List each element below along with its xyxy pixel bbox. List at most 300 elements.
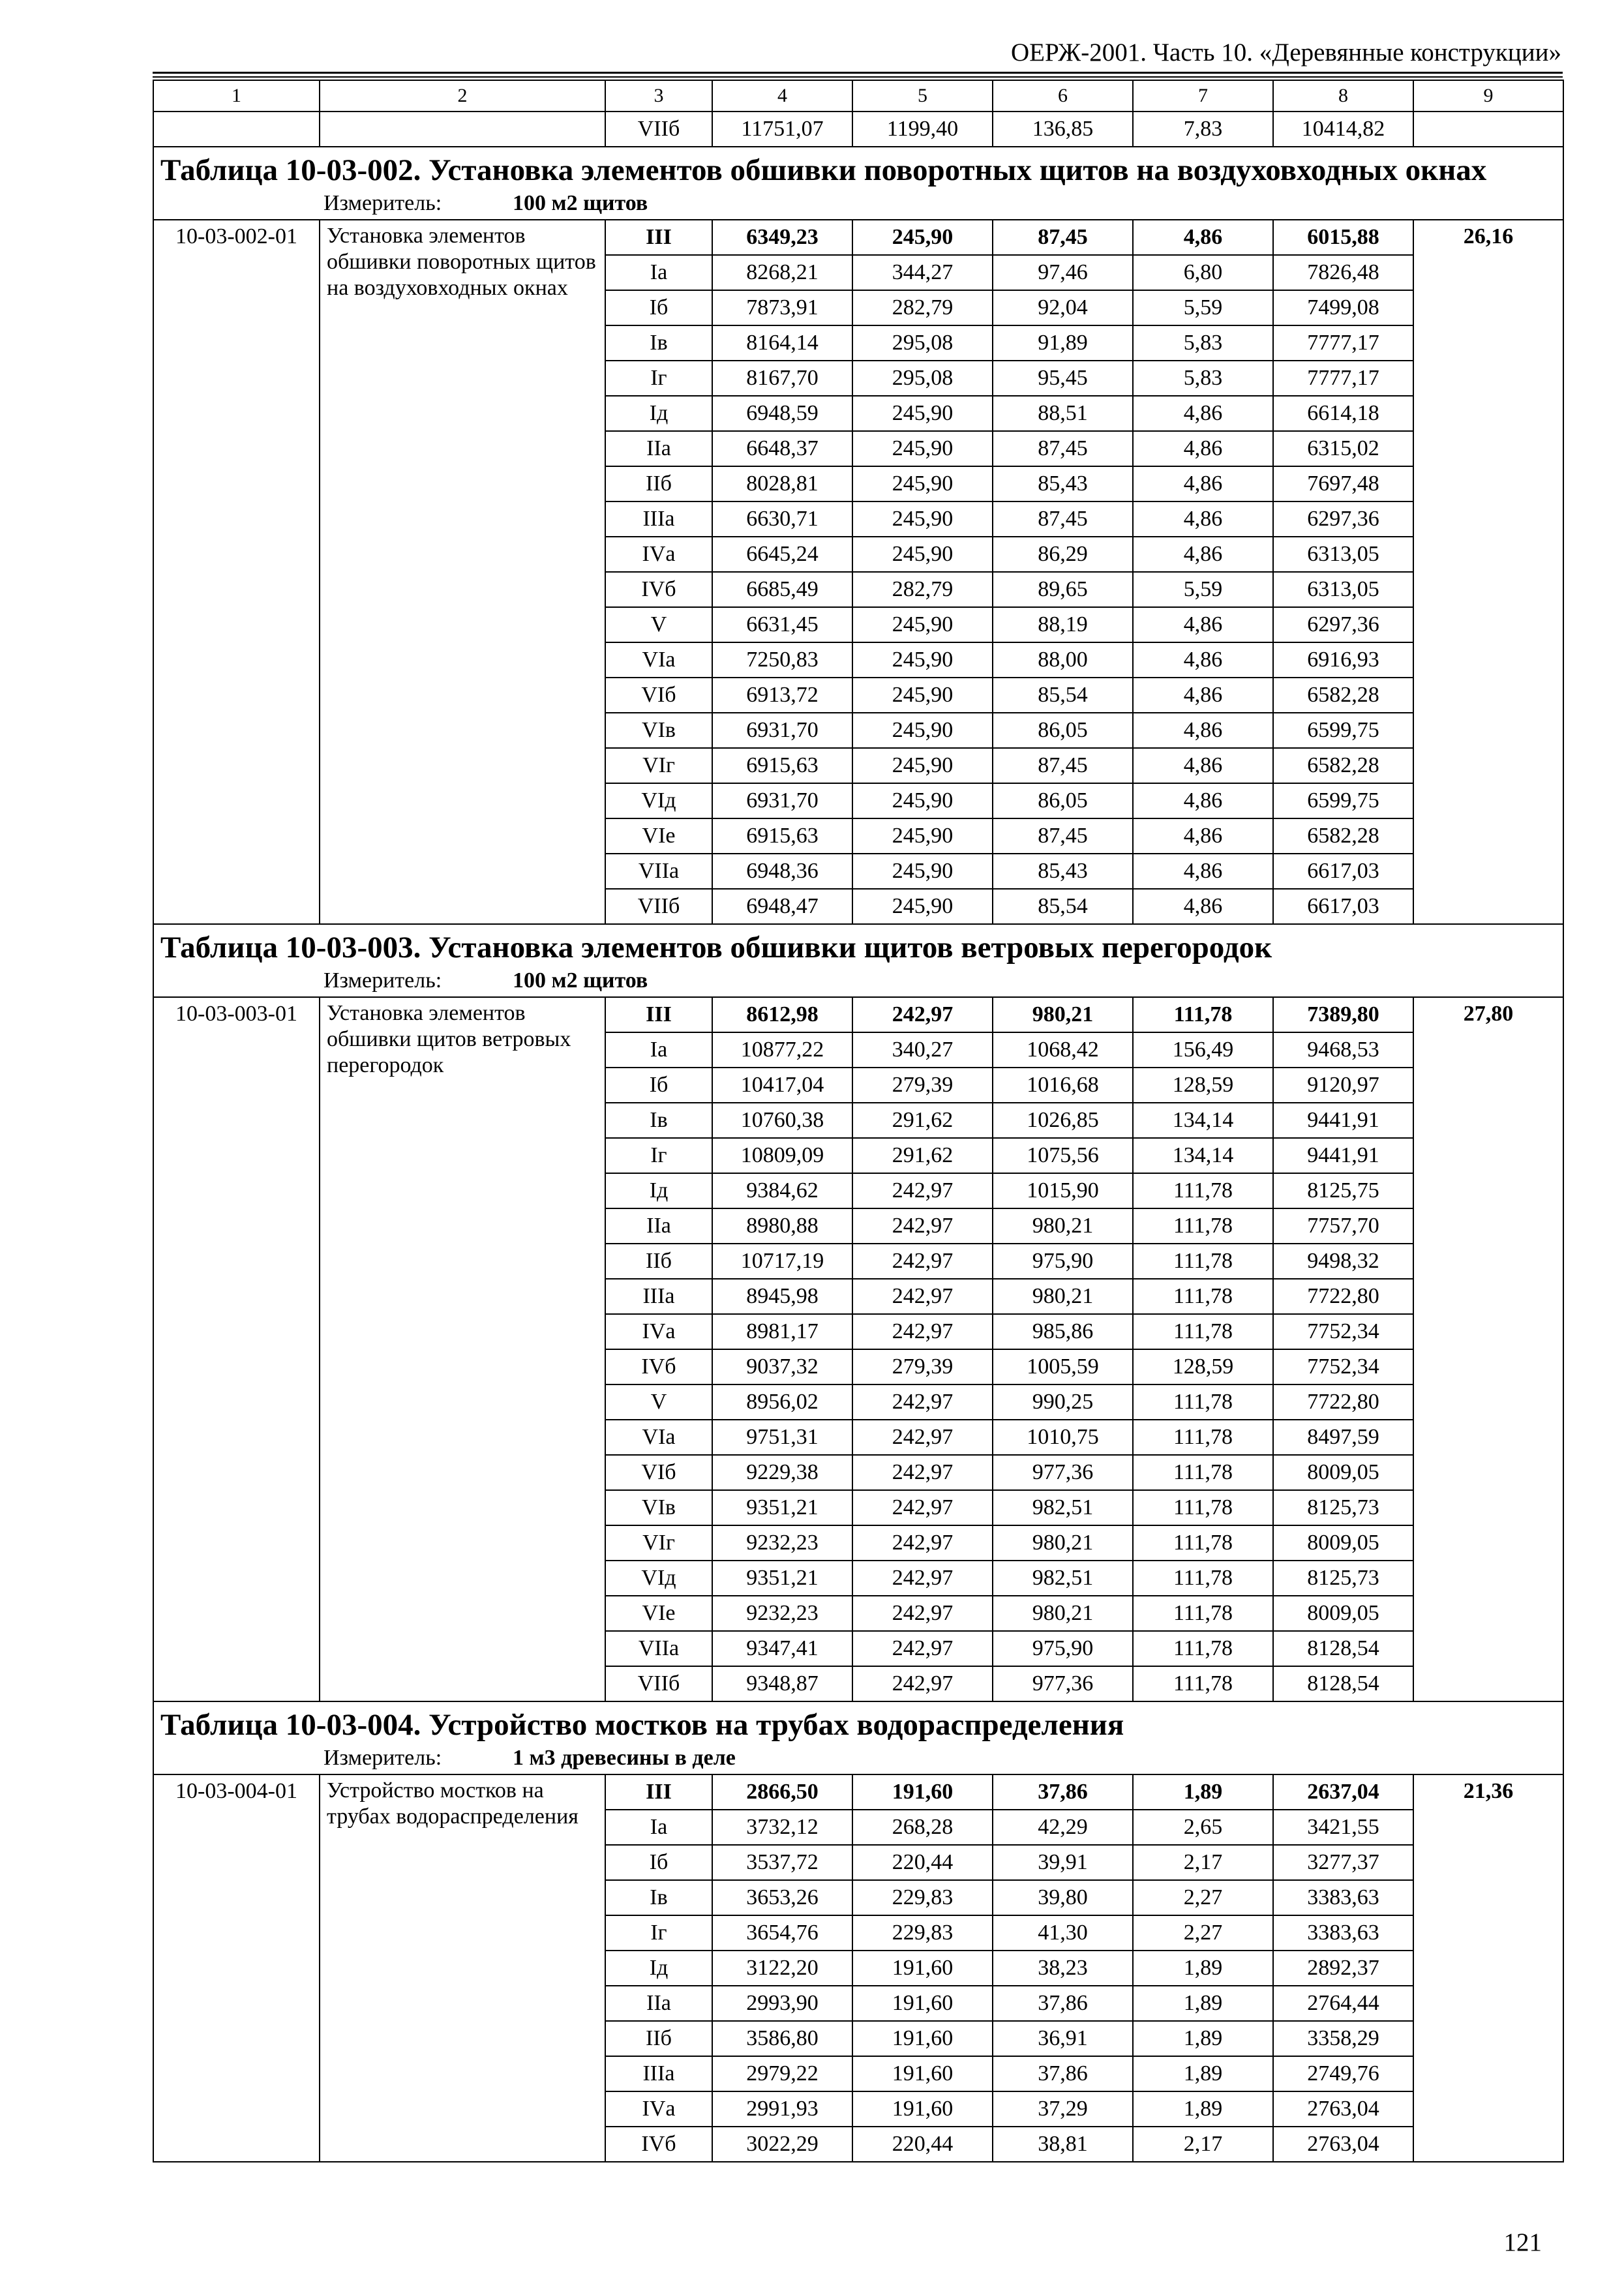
zone-cell: Iб [605, 1068, 712, 1103]
value-cell: 8125,73 [1273, 1490, 1413, 1525]
value-cell: 242,97 [852, 997, 993, 1032]
value-cell: 134,14 [1133, 1103, 1273, 1138]
value-cell: 86,05 [993, 713, 1133, 748]
empty-cell [320, 112, 605, 147]
value-cell: 6582,28 [1273, 818, 1413, 854]
value-cell: 10877,22 [712, 1032, 852, 1068]
value-cell: 6,80 [1133, 255, 1273, 290]
value-cell: 156,49 [1133, 1032, 1273, 1068]
value-cell: 242,97 [852, 1631, 993, 1666]
value-cell: 2749,76 [1273, 2056, 1413, 2091]
labor-cell: 27,80 [1413, 997, 1563, 1701]
page-number: 121 [1503, 2228, 1542, 2256]
header-rule-thin [153, 76, 1563, 78]
value-cell: 245,90 [852, 396, 993, 431]
value-cell: 295,08 [852, 361, 993, 396]
value-cell: 6617,03 [1273, 889, 1413, 924]
zone-cell: VIIа [605, 854, 712, 889]
zone-cell: VIг [605, 1525, 712, 1561]
zone-cell: Iа [605, 1810, 712, 1845]
empty-cell [1413, 112, 1563, 147]
value-cell: 111,78 [1133, 1384, 1273, 1420]
value-cell: 6313,05 [1273, 537, 1413, 572]
table-title-cell [153, 1701, 1563, 1774]
zone-cell: IIIа [605, 1279, 712, 1314]
value-cell: 10417,04 [712, 1068, 852, 1103]
value-cell: 5,59 [1133, 290, 1273, 325]
value-cell: 41,30 [993, 1915, 1133, 1951]
column-number: 7 [1133, 80, 1273, 112]
value-cell: 982,51 [993, 1490, 1133, 1525]
zone-cell: IIIа [605, 2056, 712, 2091]
value-cell: 88,51 [993, 396, 1133, 431]
zone-cell: IVа [605, 2091, 712, 2127]
value-cell: 245,90 [852, 501, 993, 537]
value-cell: 980,21 [993, 1525, 1133, 1561]
value-cell: 7752,34 [1273, 1349, 1413, 1384]
value-cell: 4,86 [1133, 642, 1273, 678]
zone-cell: VIIб [605, 889, 712, 924]
column-number: 4 [712, 80, 852, 112]
value-cell: 3383,63 [1273, 1880, 1413, 1915]
value-cell: 245,90 [852, 678, 993, 713]
table-unit [160, 189, 1556, 219]
value-cell: 1068,42 [993, 1032, 1133, 1068]
value-cell: 8268,21 [712, 255, 852, 290]
value-cell: 7722,80 [1273, 1279, 1413, 1314]
value-cell: 4,86 [1133, 713, 1273, 748]
value-cell: 8980,88 [712, 1208, 852, 1244]
value-cell: 4,86 [1133, 501, 1273, 537]
value-cell: 245,90 [852, 607, 993, 642]
value-cell: 10414,82 [1273, 112, 1413, 147]
zone-cell: VIв [605, 1490, 712, 1525]
value-cell: 220,44 [852, 1845, 993, 1880]
value-cell: 91,89 [993, 325, 1133, 361]
value-cell: 279,39 [852, 1349, 993, 1384]
zone-cell: Iд [605, 1951, 712, 1986]
value-cell: 89,65 [993, 572, 1133, 607]
value-cell: 242,97 [852, 1420, 993, 1455]
table-title: Таблица 10-03-002. Установка элементов обшивки поворотных щитов на воздуховходных окнах [160, 153, 1487, 187]
value-cell: 8956,02 [712, 1384, 852, 1420]
value-cell: 975,90 [993, 1631, 1133, 1666]
value-cell: 2,17 [1133, 2127, 1273, 2162]
value-cell: 6297,36 [1273, 501, 1413, 537]
value-cell: 344,27 [852, 255, 993, 290]
value-cell: 111,78 [1133, 1666, 1273, 1701]
table-title-cell [153, 147, 1563, 220]
empty-cell [153, 112, 320, 147]
value-cell: 245,90 [852, 220, 993, 255]
value-cell: 9384,62 [712, 1173, 852, 1208]
zone-cell: IIб [605, 2021, 712, 2056]
value-cell: 6599,75 [1273, 783, 1413, 818]
value-cell: 111,78 [1133, 1561, 1273, 1596]
column-number: 8 [1273, 80, 1413, 112]
zone-cell: Iв [605, 1880, 712, 1915]
value-cell: 4,86 [1133, 537, 1273, 572]
value-cell: 6948,47 [712, 889, 852, 924]
value-cell: 3277,37 [1273, 1845, 1413, 1880]
value-cell: 4,86 [1133, 818, 1273, 854]
value-cell: 7722,80 [1273, 1384, 1413, 1420]
value-cell: 37,86 [993, 2056, 1133, 2091]
value-cell: 3122,20 [712, 1951, 852, 1986]
rate-code: 10-03-002-01 [153, 220, 320, 924]
value-cell: 242,97 [852, 1173, 993, 1208]
rate-code: 10-03-003-01 [153, 997, 320, 1701]
value-cell: 111,78 [1133, 1314, 1273, 1349]
value-cell: 1010,75 [993, 1420, 1133, 1455]
zone-cell: Iг [605, 1138, 712, 1173]
value-cell: 7777,17 [1273, 325, 1413, 361]
zone-cell: III [605, 997, 712, 1032]
value-cell: 6645,24 [712, 537, 852, 572]
zone-cell: VIг [605, 748, 712, 783]
value-cell: 1,89 [1133, 2021, 1273, 2056]
value-cell: 2763,04 [1273, 2127, 1413, 2162]
value-cell: 6349,23 [712, 220, 852, 255]
value-cell: 1005,59 [993, 1349, 1133, 1384]
value-cell: 245,90 [852, 818, 993, 854]
value-cell: 4,86 [1133, 678, 1273, 713]
value-cell: 4,86 [1133, 466, 1273, 501]
value-cell: 245,90 [852, 466, 993, 501]
value-cell: 2991,93 [712, 2091, 852, 2127]
rate-description: Устройство мостков на трубах водораспределения [320, 1774, 605, 2162]
value-cell: 111,78 [1133, 1596, 1273, 1631]
value-cell: 980,21 [993, 1279, 1133, 1314]
value-cell: 977,36 [993, 1666, 1133, 1701]
value-cell: 3653,26 [712, 1880, 852, 1915]
value-cell: 245,90 [852, 854, 993, 889]
value-cell: 2,65 [1133, 1810, 1273, 1845]
value-cell: 6599,75 [1273, 713, 1413, 748]
value-cell: 245,90 [852, 642, 993, 678]
value-cell: 88,00 [993, 642, 1133, 678]
value-cell: 6631,45 [712, 607, 852, 642]
value-cell: 85,43 [993, 854, 1133, 889]
rates-table [153, 80, 1564, 2162]
value-cell: 111,78 [1133, 1525, 1273, 1561]
value-cell: 8497,59 [1273, 1420, 1413, 1455]
value-cell: 191,60 [852, 1951, 993, 1986]
value-cell: 191,60 [852, 2091, 993, 2127]
zone-cell: IVа [605, 537, 712, 572]
value-cell: 242,97 [852, 1384, 993, 1420]
value-cell: 1,89 [1133, 2091, 1273, 2127]
value-cell: 128,59 [1133, 1349, 1273, 1384]
zone-cell: Iв [605, 325, 712, 361]
value-cell: 1015,90 [993, 1173, 1133, 1208]
value-cell: 980,21 [993, 1208, 1133, 1244]
value-cell: 980,21 [993, 1596, 1133, 1631]
value-cell: 3022,29 [712, 2127, 852, 2162]
value-cell: 2,27 [1133, 1880, 1273, 1915]
value-cell: 3358,29 [1273, 2021, 1413, 2056]
value-cell: 85,43 [993, 466, 1133, 501]
value-cell: 245,90 [852, 889, 993, 924]
value-cell: 11751,07 [712, 112, 852, 147]
column-number-row [153, 80, 1563, 112]
value-cell: 242,97 [852, 1244, 993, 1279]
value-cell: 980,21 [993, 997, 1133, 1032]
value-cell: 6313,05 [1273, 572, 1413, 607]
value-cell: 8945,98 [712, 1279, 852, 1314]
value-cell: 295,08 [852, 325, 993, 361]
value-cell: 92,04 [993, 290, 1133, 325]
zone-cell: IVб [605, 2127, 712, 2162]
value-cell: 3421,55 [1273, 1810, 1413, 1845]
value-cell: 7757,70 [1273, 1208, 1413, 1244]
value-cell: 268,28 [852, 1810, 993, 1845]
value-cell: 7777,17 [1273, 361, 1413, 396]
zone-cell: IIа [605, 1208, 712, 1244]
value-cell: 6685,49 [712, 572, 852, 607]
value-cell: 3586,80 [712, 2021, 852, 2056]
value-cell: 7389,80 [1273, 997, 1413, 1032]
zone-cell: VIе [605, 1596, 712, 1631]
zone-cell: V [605, 1384, 712, 1420]
value-cell: 8128,54 [1273, 1631, 1413, 1666]
value-cell: 8125,73 [1273, 1561, 1413, 1596]
value-cell: 4,86 [1133, 220, 1273, 255]
unit-label: Измеритель: [323, 191, 442, 215]
value-cell: 4,86 [1133, 748, 1273, 783]
value-cell: 136,85 [993, 112, 1133, 147]
value-cell: 97,46 [993, 255, 1133, 290]
value-cell: 87,45 [993, 501, 1133, 537]
value-cell: 85,54 [993, 889, 1133, 924]
value-cell: 9751,31 [712, 1420, 852, 1455]
value-cell: 282,79 [852, 290, 993, 325]
value-cell: 8009,05 [1273, 1455, 1413, 1490]
rate-description: Установка элементов обшивки поворотных щитов на воздуховходных окнах [320, 220, 605, 924]
zone-cell: VIа [605, 1420, 712, 1455]
value-cell: 9351,21 [712, 1561, 852, 1596]
value-cell: 111,78 [1133, 1420, 1273, 1455]
value-cell: 242,97 [852, 1208, 993, 1244]
column-number: 9 [1413, 80, 1563, 112]
value-cell: 2764,44 [1273, 1986, 1413, 2021]
value-cell: 8981,17 [712, 1314, 852, 1349]
value-cell: 245,90 [852, 783, 993, 818]
value-cell: 3383,63 [1273, 1915, 1413, 1951]
value-cell: 128,59 [1133, 1068, 1273, 1103]
zone-cell: VIе [605, 818, 712, 854]
carryover-row [153, 112, 1563, 147]
zone-cell: Iв [605, 1103, 712, 1138]
zone-cell: Iа [605, 1032, 712, 1068]
value-cell: 282,79 [852, 572, 993, 607]
table-row [153, 220, 1563, 255]
zone-cell: IVа [605, 1314, 712, 1349]
value-cell: 37,29 [993, 2091, 1133, 2127]
value-cell: 990,25 [993, 1384, 1133, 1420]
value-cell: 977,36 [993, 1455, 1133, 1490]
zone-cell: IVб [605, 572, 712, 607]
value-cell: 8612,98 [712, 997, 852, 1032]
value-cell: 9468,53 [1273, 1032, 1413, 1068]
value-cell: 985,86 [993, 1314, 1133, 1349]
zone-cell: VIIб [605, 112, 712, 147]
value-cell: 191,60 [852, 1774, 993, 1810]
value-cell: 111,78 [1133, 1490, 1273, 1525]
value-cell: 9232,23 [712, 1525, 852, 1561]
table-title: Таблица 10-03-003. Установка элементов обшивки щитов ветровых перегородок [160, 931, 1272, 965]
value-cell: 6915,63 [712, 818, 852, 854]
value-cell: 291,62 [852, 1103, 993, 1138]
table-title-row [153, 1701, 1563, 1774]
table-title-cell [153, 924, 1563, 997]
value-cell: 1,89 [1133, 2056, 1273, 2091]
zone-cell: IVб [605, 1349, 712, 1384]
zone-cell: Iд [605, 396, 712, 431]
value-cell: 6630,71 [712, 501, 852, 537]
table-row [153, 1774, 1563, 1810]
value-cell: 6297,36 [1273, 607, 1413, 642]
zone-cell: Iб [605, 1845, 712, 1880]
zone-cell: VIа [605, 642, 712, 678]
rate-code: 10-03-004-01 [153, 1774, 320, 2162]
zone-cell: Iб [605, 290, 712, 325]
running-header: ОЕРЖ-2001. Часть 10. «Деревянные конструкции» [1010, 38, 1561, 67]
value-cell: 220,44 [852, 2127, 993, 2162]
value-cell: 242,97 [852, 1279, 993, 1314]
value-cell: 6582,28 [1273, 678, 1413, 713]
value-cell: 134,14 [1133, 1138, 1273, 1173]
zone-cell: V [605, 607, 712, 642]
table-row [153, 997, 1563, 1032]
column-number: 6 [993, 80, 1133, 112]
rate-description: Установка элементов обшивки щитов ветровых перегородок [320, 997, 605, 1701]
value-cell: 4,86 [1133, 889, 1273, 924]
unit-value: 100 м2 щитов [513, 191, 648, 215]
value-cell: 42,29 [993, 1810, 1133, 1845]
value-cell: 5,83 [1133, 325, 1273, 361]
unit-value: 100 м2 щитов [513, 968, 648, 993]
value-cell: 242,97 [852, 1561, 993, 1596]
table-title: Таблица 10-03-004. Устройство мостков на трубах водораспределения [160, 1708, 1124, 1742]
value-cell: 2,27 [1133, 1915, 1273, 1951]
table-title-row [153, 147, 1563, 220]
value-cell: 111,78 [1133, 1208, 1273, 1244]
value-cell: 6617,03 [1273, 854, 1413, 889]
value-cell: 37,86 [993, 1986, 1133, 2021]
zone-cell: Iа [605, 255, 712, 290]
value-cell: 6015,88 [1273, 220, 1413, 255]
value-cell: 7499,08 [1273, 290, 1413, 325]
value-cell: 2866,50 [712, 1774, 852, 1810]
value-cell: 6948,59 [712, 396, 852, 431]
zone-cell: IIа [605, 1986, 712, 2021]
value-cell: 111,78 [1133, 997, 1273, 1032]
value-cell: 1,89 [1133, 1951, 1273, 1986]
value-cell: 111,78 [1133, 1455, 1273, 1490]
value-cell: 6582,28 [1273, 748, 1413, 783]
column-number: 5 [852, 80, 993, 112]
value-cell: 7250,83 [712, 642, 852, 678]
value-cell: 2892,37 [1273, 1951, 1413, 1986]
value-cell: 242,97 [852, 1455, 993, 1490]
zone-cell: VIд [605, 783, 712, 818]
value-cell: 111,78 [1133, 1173, 1273, 1208]
value-cell: 6315,02 [1273, 431, 1413, 466]
value-cell: 87,45 [993, 818, 1133, 854]
table-unit [160, 966, 1556, 996]
value-cell: 245,90 [852, 748, 993, 783]
value-cell: 86,05 [993, 783, 1133, 818]
value-cell: 10809,09 [712, 1138, 852, 1173]
zone-cell: III [605, 1774, 712, 1810]
value-cell: 7826,48 [1273, 255, 1413, 290]
column-number: 3 [605, 80, 712, 112]
column-number: 2 [320, 80, 605, 112]
value-cell: 245,90 [852, 537, 993, 572]
value-cell: 4,86 [1133, 783, 1273, 818]
value-cell: 9120,97 [1273, 1068, 1413, 1103]
value-cell: 111,78 [1133, 1244, 1273, 1279]
value-cell: 3537,72 [712, 1845, 852, 1880]
value-cell: 9347,41 [712, 1631, 852, 1666]
value-cell: 8009,05 [1273, 1596, 1413, 1631]
zone-cell: VIб [605, 1455, 712, 1490]
table-unit [160, 1744, 1556, 1774]
value-cell: 2979,22 [712, 2056, 852, 2091]
value-cell: 38,81 [993, 2127, 1133, 2162]
value-cell: 1016,68 [993, 1068, 1133, 1103]
value-cell: 1199,40 [852, 112, 993, 147]
value-cell: 2763,04 [1273, 2091, 1413, 2127]
value-cell: 4,86 [1133, 854, 1273, 889]
value-cell: 85,54 [993, 678, 1133, 713]
value-cell: 88,19 [993, 607, 1133, 642]
value-cell: 38,23 [993, 1951, 1133, 1986]
zone-cell: IIIа [605, 501, 712, 537]
value-cell: 5,83 [1133, 361, 1273, 396]
zone-cell: IIб [605, 1244, 712, 1279]
value-cell: 2,17 [1133, 1845, 1273, 1880]
value-cell: 36,91 [993, 2021, 1133, 2056]
zone-cell: VIб [605, 678, 712, 713]
unit-label: Измеритель: [323, 1746, 442, 1770]
value-cell: 9037,32 [712, 1349, 852, 1384]
value-cell: 8167,70 [712, 361, 852, 396]
value-cell: 245,90 [852, 431, 993, 466]
value-cell: 6931,70 [712, 783, 852, 818]
value-cell: 2993,90 [712, 1986, 852, 2021]
value-cell: 242,97 [852, 1596, 993, 1631]
value-cell: 229,83 [852, 1915, 993, 1951]
value-cell: 4,86 [1133, 431, 1273, 466]
value-cell: 95,45 [993, 361, 1133, 396]
value-cell: 9498,32 [1273, 1244, 1413, 1279]
value-cell: 3654,76 [712, 1915, 852, 1951]
zone-cell: VIIа [605, 1631, 712, 1666]
value-cell: 8009,05 [1273, 1525, 1413, 1561]
unit-label: Измеритель: [323, 968, 442, 993]
value-cell: 9348,87 [712, 1666, 852, 1701]
value-cell: 37,86 [993, 1774, 1133, 1810]
value-cell: 191,60 [852, 1986, 993, 2021]
zone-cell: IIа [605, 431, 712, 466]
value-cell: 111,78 [1133, 1631, 1273, 1666]
value-cell: 4,86 [1133, 396, 1273, 431]
value-cell: 6948,36 [712, 854, 852, 889]
value-cell: 2637,04 [1273, 1774, 1413, 1810]
value-cell: 9441,91 [1273, 1103, 1413, 1138]
